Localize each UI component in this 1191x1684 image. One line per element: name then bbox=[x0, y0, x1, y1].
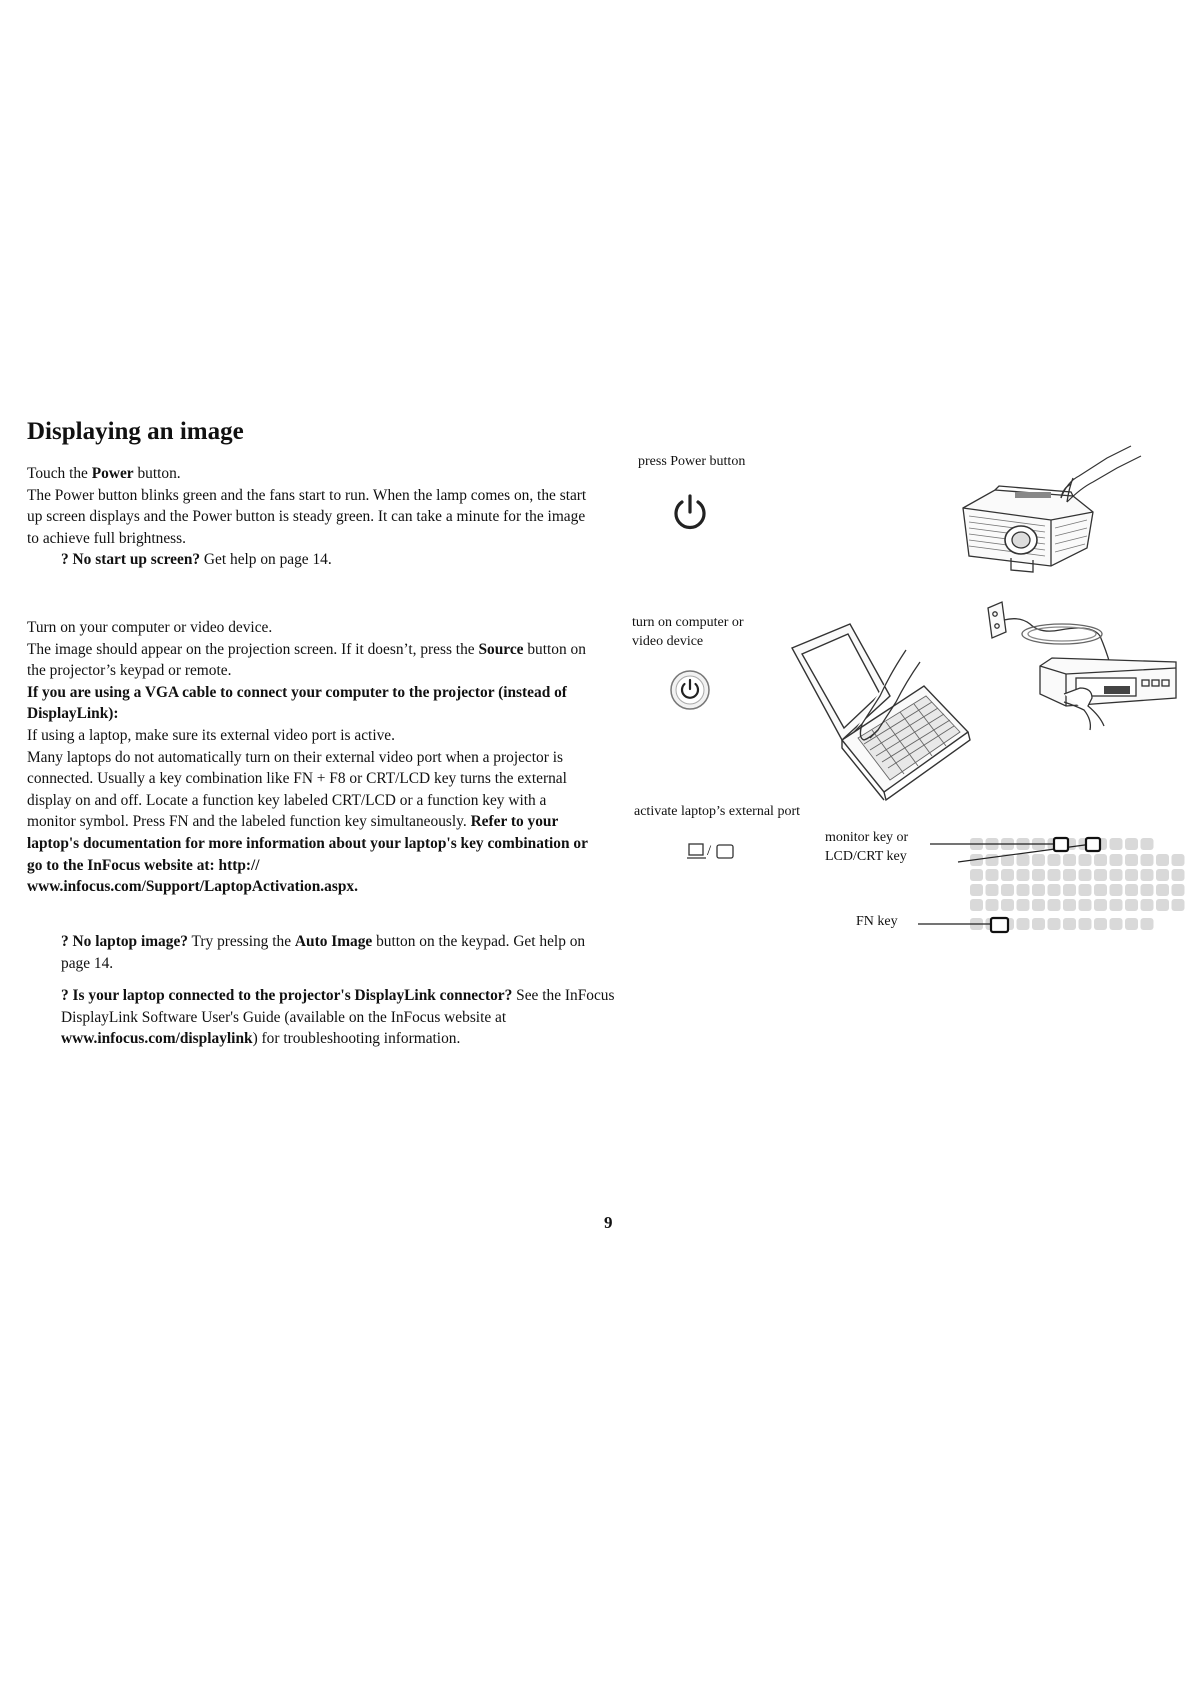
laptop-monitor-icon bbox=[687, 843, 737, 863]
keyboard-key bbox=[1156, 854, 1169, 866]
keyboard-key bbox=[1110, 899, 1123, 911]
power-button-icon bbox=[669, 669, 711, 711]
keyboard-key bbox=[1110, 838, 1123, 850]
keyboard-key bbox=[1001, 899, 1014, 911]
keyboard-key bbox=[1110, 869, 1123, 881]
keyboard-key bbox=[1063, 899, 1076, 911]
keyboard-key bbox=[1048, 899, 1061, 911]
keyboard-key bbox=[1172, 854, 1185, 866]
keyboard-key bbox=[1125, 918, 1138, 930]
keyboard-key bbox=[1032, 854, 1045, 866]
keyboard-key bbox=[1032, 918, 1045, 930]
tip-answer: Get help on page 14. bbox=[200, 551, 332, 569]
monitor-key-icon bbox=[1054, 838, 1068, 851]
keyboard-key bbox=[1032, 884, 1045, 896]
keyboard-key bbox=[1172, 899, 1185, 911]
keyboard-key bbox=[1110, 918, 1123, 930]
keyboard-key bbox=[1079, 899, 1092, 911]
keyboard-key bbox=[1048, 918, 1061, 930]
step-1-line-2: The Power button blinks green and the fans start to run. When the lamp comes on, the start up screen displays and the Power button is steady green. It can take a minute for the image to achieve full brightness. bbox=[27, 486, 587, 547]
keyboard-key bbox=[1125, 854, 1138, 866]
step-2-line-2 bbox=[27, 639, 592, 682]
tip-no-laptop-image bbox=[27, 931, 618, 974]
caption-line: turn on computer or bbox=[632, 615, 744, 630]
keyboard-key bbox=[1125, 838, 1138, 850]
caption-line: video device bbox=[632, 634, 704, 649]
tip-question: ? No laptop image? bbox=[61, 933, 188, 950]
text: button. bbox=[133, 465, 181, 482]
keyboard-key bbox=[1017, 884, 1030, 896]
keyboard-key bbox=[1063, 854, 1076, 866]
keyboard-key bbox=[1048, 854, 1061, 866]
text: Touch the bbox=[27, 465, 92, 482]
text: See the InFocus DisplayLink Software User's Guide (available on the InFocus website at bbox=[61, 987, 615, 1026]
keyboard-key bbox=[970, 899, 983, 911]
keyboard-key bbox=[1048, 869, 1061, 881]
text: The image should appear on the projection screen. If it doesn’t, press the bbox=[27, 640, 479, 658]
displaylink-url: www.infocus.com/displaylink bbox=[61, 1030, 253, 1048]
keyboard-key bbox=[1063, 869, 1076, 881]
caption-turn-on bbox=[632, 613, 744, 651]
step-2-line-1: Turn on your computer or video device. bbox=[27, 619, 273, 636]
keyboard-key bbox=[970, 884, 983, 896]
keyboard-key bbox=[1032, 869, 1045, 881]
caption-line: LCD/CRT key bbox=[825, 849, 907, 864]
keyboard-key bbox=[986, 899, 999, 911]
keyboard-key bbox=[1094, 854, 1107, 866]
port-slash: / bbox=[707, 843, 712, 859]
keyboard-key bbox=[1141, 854, 1154, 866]
keyboard-key bbox=[1125, 899, 1138, 911]
keyboard-key bbox=[1172, 884, 1185, 896]
keyboard-key bbox=[1110, 854, 1123, 866]
keyboard-key bbox=[1079, 854, 1092, 866]
keyboard-key bbox=[1017, 918, 1030, 930]
keyboard-key bbox=[1125, 884, 1138, 896]
keyboard-key bbox=[970, 869, 983, 881]
keyboard-illustration bbox=[930, 832, 1185, 932]
step-1-line-1 bbox=[27, 463, 592, 485]
power-icon bbox=[670, 493, 710, 533]
keyboard-key bbox=[1079, 884, 1092, 896]
page-number: 9 bbox=[604, 1213, 613, 1232]
keyboard-key bbox=[986, 884, 999, 896]
caption-fn-key: FN key bbox=[856, 914, 898, 929]
keyboard-key bbox=[1094, 899, 1107, 911]
keyboard-key bbox=[1141, 869, 1154, 881]
step-2-text bbox=[27, 617, 592, 898]
caption-activate-port: activate laptop’s external port bbox=[634, 804, 800, 819]
laptop-doc-note: Refer to your laptop's documentation for more information about your laptop's key combination or go to the InFocus website at: http:// www.infocus.com/Support/LaptopActivation.aspx. bbox=[27, 813, 588, 896]
projector-illustration bbox=[955, 448, 1145, 578]
caption-press-power: press Power button bbox=[638, 454, 746, 469]
lcd-crt-key-icon bbox=[1086, 838, 1100, 851]
keyboard-key bbox=[1017, 854, 1030, 866]
keyboard-key bbox=[1063, 884, 1076, 896]
keyboard-key bbox=[1156, 869, 1169, 881]
keyboard-key bbox=[1125, 869, 1138, 881]
laptop-line: If using a laptop, make sure its external video port is active. bbox=[27, 726, 395, 744]
keyboard-key bbox=[1017, 899, 1030, 911]
video-device-illustration bbox=[980, 598, 1180, 738]
text: ) for troubleshooting information. bbox=[252, 1030, 461, 1048]
keyboard-key bbox=[1001, 884, 1014, 896]
keyboard-key bbox=[1094, 918, 1107, 930]
vga-bold: If you are using a VGA cable to connect your computer to the projector (instead of DisplayLink): bbox=[27, 683, 567, 723]
keyboard-key bbox=[1063, 918, 1076, 930]
keyboard-key bbox=[1094, 884, 1107, 896]
keyboard-key bbox=[986, 869, 999, 881]
source-word: Source bbox=[478, 640, 524, 658]
keyboard-key bbox=[1141, 918, 1154, 930]
step-1-text bbox=[27, 463, 592, 571]
tip-displaylink bbox=[27, 985, 618, 1050]
text: button on the projector’s keypad or remote. bbox=[27, 640, 586, 680]
keyboard-key bbox=[1141, 899, 1154, 911]
keyboard-key bbox=[1001, 869, 1014, 881]
text: Many laptops do not automatically turn on their external video port when a projector is connected. Usually a key combination like FN + F8 or CRT/LCD key turns the external display on and off. Locate a function key labeled CRT/LCD or a function key with a monitor symbol. Press FN and the labeled function key simultaneously. bbox=[27, 748, 567, 831]
keyboard-key bbox=[986, 854, 999, 866]
laptop-paragraph bbox=[27, 747, 592, 898]
keyboard-key bbox=[1110, 884, 1123, 896]
fn-key-icon bbox=[991, 918, 1008, 932]
tip-question: ? No start up screen? bbox=[61, 551, 201, 569]
text: button on the keypad. Get help on page 14. bbox=[61, 933, 586, 972]
keyboard-key bbox=[1141, 838, 1154, 850]
text: Try pressing the bbox=[187, 933, 295, 950]
keyboard-key bbox=[1094, 869, 1107, 881]
power-word: Power bbox=[91, 465, 134, 482]
keyboard-key bbox=[1156, 899, 1169, 911]
auto-image-word: Auto Image bbox=[294, 933, 373, 950]
keyboard-key bbox=[1079, 869, 1092, 881]
tip-question: ? Is your laptop connected to the projector's DisplayLink connector? bbox=[61, 987, 513, 1004]
keyboard-key bbox=[1141, 884, 1154, 896]
keyboard-key bbox=[1156, 884, 1169, 896]
step-1-tip bbox=[27, 549, 592, 571]
page-title: Displaying an image bbox=[27, 418, 244, 445]
keyboard-key bbox=[1048, 884, 1061, 896]
keyboard-key bbox=[1079, 918, 1092, 930]
keyboard-key bbox=[1172, 869, 1185, 881]
caption-monitor-key bbox=[825, 828, 908, 866]
caption-line: monitor key or bbox=[825, 830, 909, 845]
laptop-illustration bbox=[792, 620, 982, 800]
keyboard-key bbox=[1017, 869, 1030, 881]
keyboard-key bbox=[1032, 899, 1045, 911]
vga-heading bbox=[27, 682, 592, 725]
